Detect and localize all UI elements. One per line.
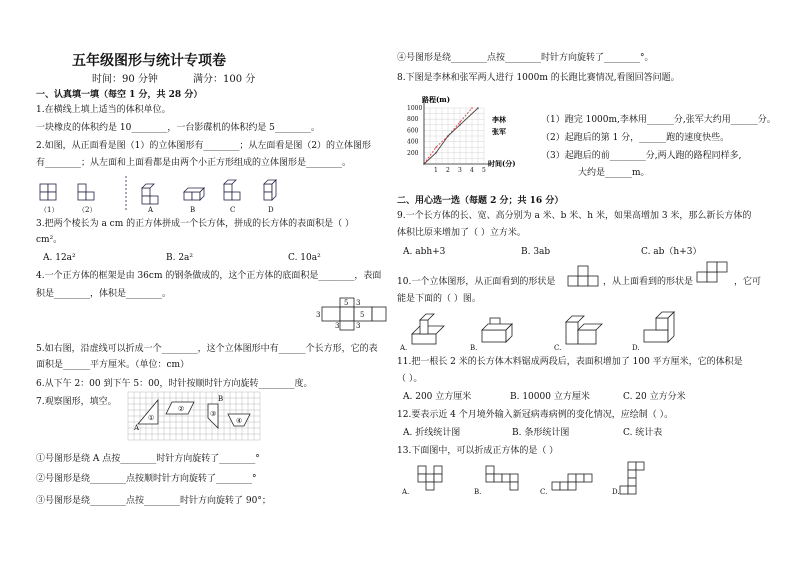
chart-point — [459, 124, 461, 126]
q5-line1: 5.如右图，沿虚线可以折成一个________，这个立体图形中有______个长方形，它的表 — [36, 344, 378, 354]
chart-xlabel: 时间(分) — [488, 159, 516, 168]
q5-net-label: 3 — [316, 311, 321, 319]
q10-line2: 能是下面的（ ）图。 — [397, 294, 481, 304]
q10-line1-c: ，它可 — [734, 277, 762, 287]
section1-heading: 一、认真填一填（每空 1 分，共 28 分） — [36, 90, 203, 100]
q10-front-view-icon — [568, 268, 608, 288]
q8-answer-4: 大约是______m。 — [578, 168, 650, 178]
exam-score: 满分：100 分 — [193, 74, 256, 85]
q2-caption-c: C — [230, 206, 236, 214]
q11-option-b: B. 10000 立方厘米 — [510, 392, 590, 402]
q13-option-letter: C. — [540, 488, 548, 496]
q7-label: A — [134, 424, 140, 432]
chart-x-tick-label: 5 — [482, 167, 486, 174]
q5-net-label: 5 — [360, 311, 365, 319]
q2-view-figures — [36, 174, 306, 214]
q9-line1: 9.一个长方体的长、宽、高分别为 a 米、b 米、h 米，如果高增加 3 米，那么新长方体的 — [397, 211, 752, 221]
q12-line: 12.要表示近 4 个月境外输入新冠病毒病例的变化情况，应绘制（ ）。 — [397, 410, 674, 420]
q7-stem: 7.观察图形，填空。 — [36, 397, 117, 407]
q8-answer-2: （2）起跑后的第 1 分，______跑的速度快些。 — [541, 133, 730, 143]
chart-point — [423, 163, 425, 165]
q5-net-label: 5 — [344, 299, 349, 307]
q13-line: 13.下面图中，可以折成正方体的是（ ） — [397, 446, 559, 456]
q7-label: ② — [178, 405, 185, 413]
q9-line2: 体积比原来增加了（ ）立方米。 — [397, 228, 526, 238]
q13-option-letter: A. — [402, 488, 410, 496]
chart-y-tick-label: 200 — [407, 149, 419, 157]
q5-net-label: 3 — [335, 322, 340, 330]
q3-line1: 3.把两个棱长为 a cm 的正方体拼成一个长方体，拼成的长方体的表面积是（ ） — [36, 219, 354, 229]
chart-y-tick-label: 1000 — [407, 105, 423, 112]
chart-point — [435, 152, 437, 154]
exam-time: 时间：90 分钟 — [92, 74, 158, 85]
q3-line2: cm²。 — [36, 235, 63, 245]
page-title: 五年级图形与统计专项卷 — [72, 53, 226, 69]
q5-net-label: 3 — [356, 322, 361, 330]
q10-line1-a: 10.一个立体图形，从正面看到的形状是 — [397, 277, 556, 287]
chart-y-tick-label: 400 — [407, 138, 419, 146]
q4-line1: 4.一个正方体的框架是由 36cm 的钢条做成的，这个正方体的底面积是________，表面 — [36, 271, 382, 281]
q11-option-a: A. 200 立方厘米 — [403, 392, 472, 402]
q2-caption-d: D — [268, 206, 274, 214]
q7-answer-4: ④号图形是绕________点按________时针方向旋转了________°。 — [397, 53, 654, 63]
q11-line1: 11.把一根长 2 米的长方体木料锯成两段后，表面积增加了 100 平方厘米，它的体积是 — [397, 357, 743, 367]
race-line-chart — [400, 92, 530, 182]
chart-y-tick-label: 800 — [407, 116, 419, 124]
q6-line: 6.从下午 2：00 到下午 5：00，时针按顺时针方向旋转________度。 — [36, 379, 313, 389]
q3-option-a: A. 12a² — [43, 253, 76, 263]
q7-answer-1: ①号图形是绕 A 点按________时针方向旋转了________° — [36, 454, 260, 464]
q2-caption-1: （1） — [40, 206, 59, 214]
q10-option-letter: C. — [554, 344, 562, 352]
q10-option-letter: B. — [470, 344, 478, 352]
q11-option-c: C. 20 立方分米 — [623, 392, 686, 402]
chart-x-tick-label: 3 — [458, 167, 462, 174]
q8-answer-3: （3）起跑后的前________分,两人跑的路程同样多, — [541, 151, 742, 161]
q13-option-letter: B. — [474, 488, 482, 496]
q2-line2: 有________；从左面和上面看都是由两个小正方形组成的立体图形是________。 — [36, 158, 352, 168]
q2-caption-2: （2） — [78, 206, 97, 214]
q9-option-a: A. abh+3 — [403, 247, 446, 257]
q2-line1: 2.如图，从正面看是图（1）的立体图形有________；从左面看是图（2）的立体图形 — [36, 141, 372, 151]
q7-label: ① — [148, 414, 155, 422]
q7-label: B — [218, 395, 224, 403]
q12-option-c: C. 统计表 — [623, 428, 663, 438]
legend-lilin: 李林 — [492, 115, 506, 124]
q1-line: 一块橡皮的体积约是 10________，一台影碟机的体积约是 5________。 — [36, 123, 320, 133]
q3-option-b: B. 2a² — [166, 253, 194, 263]
q10-option-letter: A. — [400, 344, 408, 352]
q7-label: ④ — [236, 417, 243, 425]
q2-caption-b: B — [190, 206, 196, 214]
q9-option-c: C. ab（h+3） — [641, 247, 702, 257]
q9-option-b: B. 3ab — [521, 247, 551, 257]
chart-point — [435, 146, 437, 148]
q5-net-label: 3 — [356, 299, 361, 307]
q8-answer-1: （1）跑完 1000m,李林用______分,张军大约用______分。 — [541, 115, 776, 125]
q7-answer-3: ③号图形是绕________点按________时针方向旋转了 90°； — [36, 496, 271, 506]
chart-ylabel: 路程(m) — [422, 95, 451, 104]
q7-rotation-grid — [128, 392, 268, 444]
q4-line2: 积是________，体积是________。 — [36, 289, 172, 299]
q8-stem: 8.下图是李林和张军两人进行 1000m 的长跑比赛情况,看图回答问题。 — [397, 73, 680, 83]
q10-top-view-icon — [697, 262, 737, 282]
q1-stem: 1.在横线上填上适当的体积单位。 — [36, 105, 171, 115]
q10-line1-b: ，从上面看到的形状是 — [603, 277, 694, 287]
q12-option-a: A. 折线统计图 — [403, 428, 461, 438]
chart-y-tick-label: 600 — [407, 127, 419, 135]
chart-x-tick-label: 4 — [470, 167, 474, 174]
chart-point — [471, 107, 473, 109]
q10-options-figures — [400, 312, 690, 352]
q5-line2: 面积是______平方厘米。（单位：cm） — [36, 360, 190, 370]
chart-point — [447, 135, 449, 137]
chart-x-tick-label: 2 — [446, 167, 450, 174]
q10-option-letter: D. — [632, 344, 640, 352]
chart-point — [477, 107, 479, 109]
q7-answer-2: ②号图形是绕________点按顺时针方向旋转了________° — [36, 474, 257, 484]
q12-option-b: B. 条形统计图 — [512, 428, 570, 438]
q11-line2: （ ）。 — [397, 374, 423, 384]
chart-point — [459, 121, 461, 123]
section2-heading: 二、用心选一选（每题 2 分；共 16 分） — [397, 196, 564, 206]
q2-caption-a: A — [148, 206, 154, 214]
q13-option-letter: D. — [612, 488, 620, 496]
legend-zhangjun: 张军 — [492, 127, 506, 136]
chart-x-tick-label: 1 — [434, 167, 438, 174]
q13-net-options — [400, 460, 680, 510]
q3-option-c: C. 10a² — [288, 253, 321, 263]
q5-net-figure — [318, 296, 388, 336]
q7-label: ③ — [210, 410, 217, 418]
